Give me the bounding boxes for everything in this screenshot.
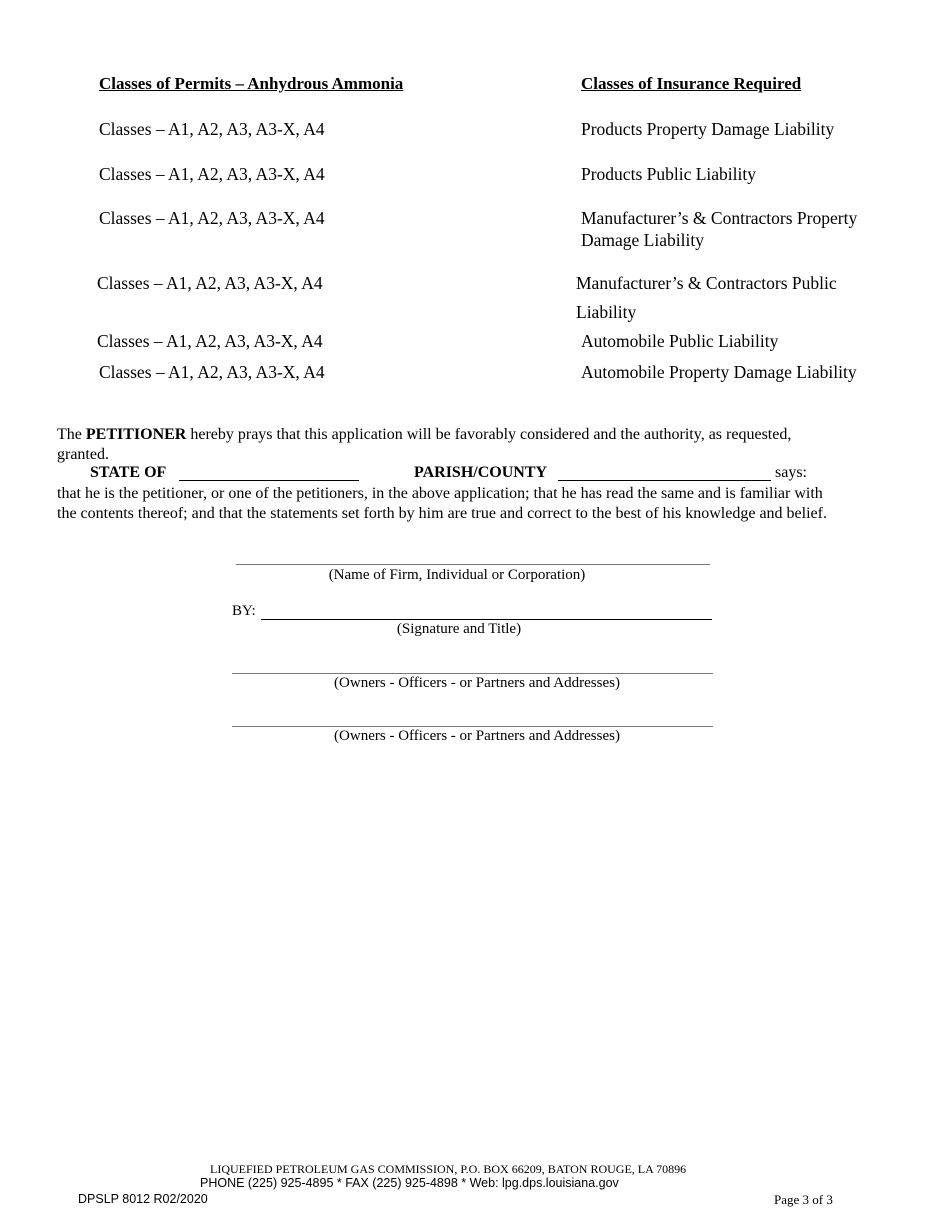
row-3-insurance-line-2: Damage Liability [581, 230, 704, 250]
petition-prays-line-1: hereby prays that this application will be favorably considered and the authority, as requested, [190, 426, 792, 443]
petitioner-label: PETITIONER [85, 426, 187, 443]
row-5-classes: Classes – A1, A2, A3, A3-X, A4 [97, 331, 323, 351]
row-5-insurance: Automobile Public Liability [581, 331, 779, 351]
petition-paragraph [57, 425, 897, 464]
state-of-label: STATE OF [90, 464, 167, 481]
row-4-insurance-line-1: Manufacturer’s & Contractors Public [576, 273, 837, 293]
oath-line-1: that he is the petitioner, or one of the petitioners, in the above application; that he has read the same and is familiar with [57, 485, 823, 502]
signature-caption: (Signature and Title) [396, 621, 522, 637]
signature-line[interactable] [261, 619, 712, 620]
permit-classes-header: Classes of Permits – Anhydrous Ammonia [99, 74, 404, 93]
footer-contact: PHONE (225) 925-4895 * FAX (225) 925-4898 * Web: lpg.dps.louisiana.gov [200, 1176, 619, 1190]
firm-name-caption: (Name of Firm, Individual or Corporation) [328, 567, 586, 583]
row-4-classes: Classes – A1, A2, A3, A3-X, A4 [97, 273, 323, 293]
oath-paragraph [57, 484, 897, 523]
oath-line-2: the contents thereof; and that the statements set forth by him are true and correct to the best of his knowledge and belief. [57, 504, 827, 522]
footer-address: LIQUEFIED PETROLEUM GAS COMMISSION, P.O. BOX 66209, BATON ROUGE, LA 70896 [210, 1162, 687, 1176]
row-1-classes: Classes – A1, A2, A3, A3-X, A4 [99, 119, 325, 139]
firm-name-line[interactable] [236, 564, 710, 565]
row-1-insurance: Products Property Damage Liability [581, 119, 835, 139]
owners-line-1[interactable] [232, 673, 713, 674]
row-2-classes: Classes – A1, A2, A3, A3-X, A4 [99, 164, 325, 184]
insurance-classes-header: Classes of Insurance Required [581, 74, 802, 93]
says-label: says: [775, 464, 807, 481]
state-blank[interactable] [179, 480, 359, 481]
owners-caption-1: (Owners - Officers - or Partners and Addresses) [334, 675, 620, 691]
owners-caption-2: (Owners - Officers - or Partners and Addresses) [334, 728, 620, 744]
row-3-classes: Classes – A1, A2, A3, A3-X, A4 [99, 208, 325, 228]
row-4-insurance-line-2: Liability [576, 302, 637, 322]
footer-form-id: DPSLP 8012 R02/2020 [78, 1192, 208, 1206]
row-6-insurance: Automobile Property Damage Liability [581, 362, 857, 382]
petition-the: The [57, 426, 82, 443]
parish-county-label: PARISH/COUNTY [414, 464, 548, 481]
row-2-insurance: Products Public Liability [581, 164, 756, 184]
petition-prays-line-2: granted. [57, 445, 109, 463]
row-6-classes: Classes – A1, A2, A3, A3-X, A4 [99, 362, 325, 382]
footer-page-number: Page 3 of 3 [774, 1192, 833, 1207]
parish-county-blank[interactable] [558, 480, 771, 481]
owners-line-2[interactable] [232, 726, 713, 727]
row-3-insurance-line-1: Manufacturer’s & Contractors Property [581, 208, 858, 228]
by-label: BY: [232, 603, 256, 619]
